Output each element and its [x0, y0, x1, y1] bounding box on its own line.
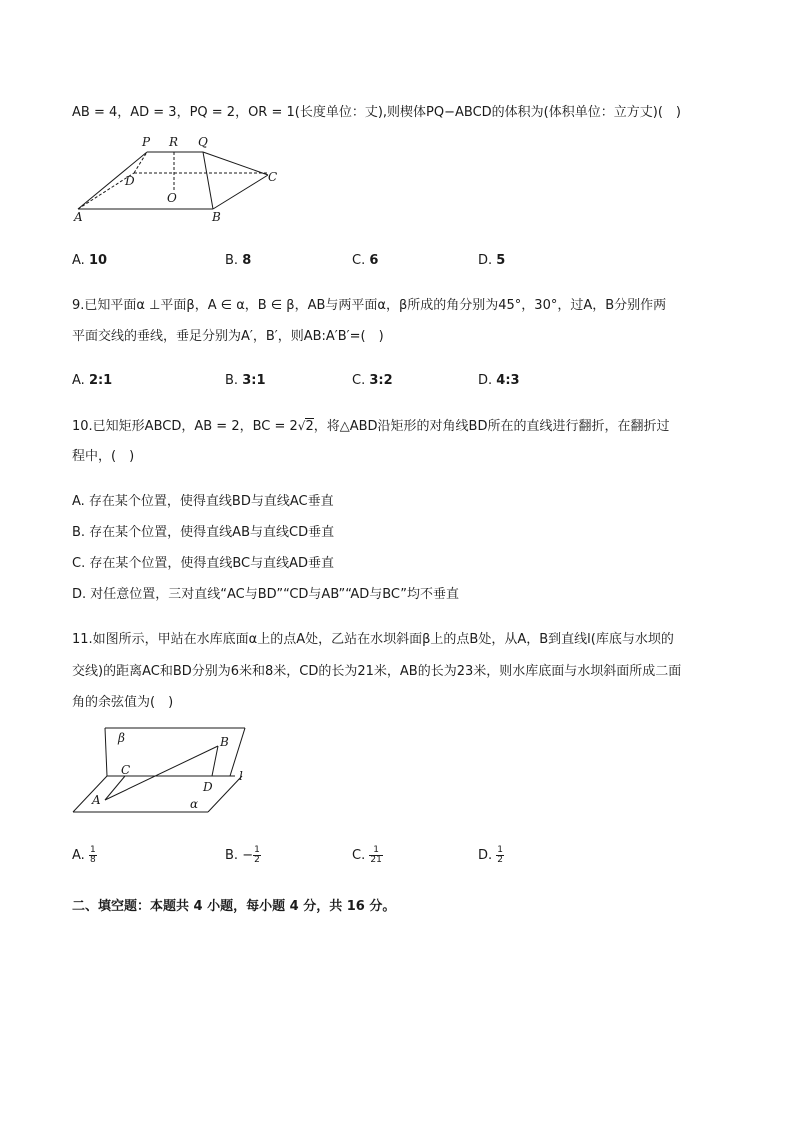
label-l: l: [239, 769, 243, 783]
q10-option-b[interactable]: B. 存在某个位置，使得直线AB与直线CD垂直: [72, 525, 335, 540]
q9-option-b[interactable]: B. 3:1: [225, 373, 266, 388]
q11-option-d[interactable]: D. $\frac{1}{2}$: [478, 845, 504, 865]
q9-line1: 9.已知平面α ⊥平面β，A ∈ α，B ∈ β，AB与两平面α，β所成的角分别为45°，30°，过A，B分别作两: [72, 298, 667, 313]
q10-option-a[interactable]: A. 存在某个位置，使得直线BD与直线AC垂直: [72, 494, 334, 509]
label-D: D: [125, 174, 135, 188]
q9-option-a[interactable]: A. 2:1: [72, 373, 113, 388]
label-D: D: [203, 780, 213, 794]
sqrt-radicand: 2: [305, 419, 314, 434]
label-C: C: [268, 170, 278, 184]
q10-line2: 程中，( ): [72, 449, 135, 464]
label-alpha: α: [190, 797, 199, 811]
section-2-heading: 二、填空题：本题共 4 小题，每小题 4 分，共 16 分。: [72, 899, 396, 914]
q9-option-d[interactable]: D. 4:3: [478, 373, 520, 388]
label-A: A: [74, 210, 83, 224]
q11-line1: 11.如图所示，甲站在水库底面α上的点A处，乙站在水坝斜面β上的点B处，从A，B到直线l(库底与水坝的: [72, 632, 674, 647]
label-O: O: [167, 191, 177, 205]
label-beta: β: [118, 731, 125, 745]
q8-option-b[interactable]: B. 8: [225, 253, 252, 268]
q11-line3: 角的余弦值为( ): [72, 695, 174, 710]
q11-option-a[interactable]: A. $\frac{1}{8}$: [72, 845, 96, 865]
q10-option-d[interactable]: D. 对任意位置，三对直线“AC与BD”“CD与AB”“AD与BC”均不垂直: [72, 587, 459, 602]
q11-option-c[interactable]: C. $\frac{1}{21}$: [352, 845, 382, 865]
q10-option-c[interactable]: C. 存在某个位置，使得直线BC与直线AD垂直: [72, 556, 335, 571]
label-C: C: [121, 763, 131, 777]
q8-wedge-figure: [70, 134, 290, 226]
q8-option-a[interactable]: A. 10: [72, 253, 108, 268]
label-Q: Q: [198, 135, 208, 149]
q8-stem: AB = 4，AD = 3，PQ = 2，OR = 1(长度单位：丈),则楔体PQ−ABCD的体积为(体积单位：立方丈)( ): [72, 105, 681, 120]
label-A: A: [92, 793, 101, 807]
q8-option-c[interactable]: C. 6: [352, 253, 379, 268]
label-B: B: [212, 210, 221, 224]
q11-line2: 交线)的距离AC和BD分别为6米和8米，CD的长为21米，AB的长为23米，则水库底面与水坝斜面所成二面: [72, 664, 682, 679]
q11-dihedral-figure: [70, 720, 260, 816]
q11-option-b[interactable]: B. − $\frac{1}{2}$: [225, 845, 260, 865]
sqrt-sign: √: [297, 419, 306, 433]
q8-option-d[interactable]: D. 5: [478, 253, 506, 268]
label-R: R: [169, 135, 179, 149]
q10-line1: 10.已知矩形ABCD，AB = 2，BC = 2√2，将△ABD沿矩形的对角线BD所在的直线进行翻折，在翻折过: [72, 419, 670, 434]
label-B: B: [220, 735, 229, 749]
label-P: P: [142, 135, 151, 149]
q9-option-c[interactable]: C. 3:2: [352, 373, 393, 388]
q9-line2: 平面交线的垂线，垂足分别为A′，B′，则AB:A′B′=( ): [72, 329, 384, 344]
